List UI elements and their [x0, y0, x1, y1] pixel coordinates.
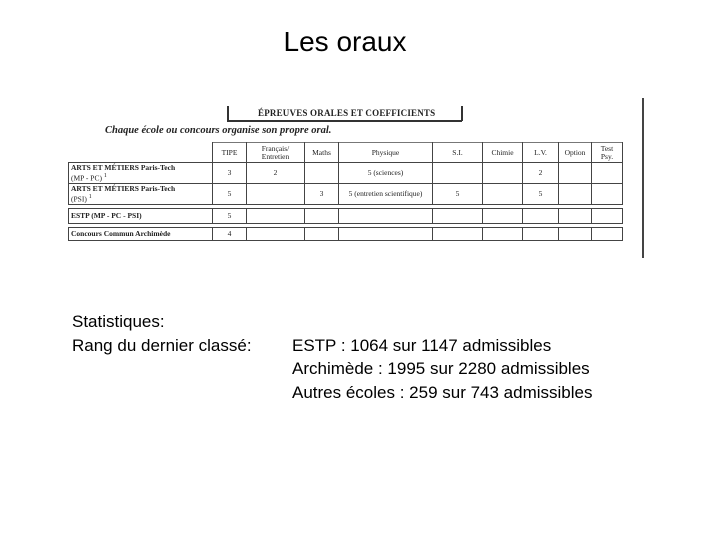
column-header: Test Psy. — [592, 143, 623, 163]
table-cell: 2 — [247, 163, 305, 184]
table-cell — [559, 163, 592, 184]
table-caption: Chaque école ou concours organise son propre oral. — [105, 125, 332, 136]
stats-heading: Statistiques: — [72, 312, 165, 331]
table-cell — [559, 184, 592, 205]
table-cell — [483, 228, 523, 241]
school-cell — [69, 184, 213, 205]
table-cell: 5 — [523, 184, 559, 205]
slide-title: Les oraux — [283, 26, 407, 57]
table-cell: 5 — [213, 209, 247, 224]
column-header: TIPE — [213, 143, 247, 163]
table-cell: 3 — [305, 184, 339, 205]
school-cell: Concours Commun Archimède — [69, 228, 213, 241]
table-cell — [559, 209, 592, 224]
table-cell — [483, 163, 523, 184]
table-cell — [339, 209, 433, 224]
stat-value: Autres écoles : 259 sur 743 admissibles — [292, 382, 593, 402]
table-cell — [247, 184, 305, 205]
table-cell — [483, 184, 523, 205]
school-cell: ESTP (MP - PC - PSI) — [69, 209, 213, 224]
scanned-coefficients-table — [68, 98, 646, 260]
table-cell: 4 — [213, 228, 247, 241]
table-cell — [305, 209, 339, 224]
table-cell — [433, 228, 483, 241]
header-rule-left — [227, 106, 229, 121]
table-cell — [305, 228, 339, 241]
table-cell — [592, 228, 623, 241]
column-header: S.I. — [433, 143, 483, 163]
stats-line — [72, 357, 593, 381]
rank-label: Rang du dernier classé: — [72, 335, 252, 355]
table-cell — [247, 209, 305, 224]
stats-line — [72, 334, 593, 358]
school-cell — [69, 163, 213, 184]
header-rule — [227, 120, 462, 122]
table-cell — [559, 228, 592, 241]
coefficients-table — [68, 142, 623, 241]
table-cell — [339, 228, 433, 241]
school-track: (PSI) $^1$ — [71, 193, 92, 204]
table-cell — [592, 163, 623, 184]
table-row — [69, 228, 623, 241]
table-cell: 5 — [433, 184, 483, 205]
column-header: Option — [559, 143, 592, 163]
table-cell — [305, 163, 339, 184]
column-header: Maths — [305, 143, 339, 163]
statistics-block — [72, 310, 593, 404]
table-row — [69, 184, 623, 205]
footnote-mark: 1 — [88, 193, 92, 200]
footnote-mark: 1 — [103, 172, 107, 179]
table-cell — [433, 209, 483, 224]
table-row — [69, 209, 623, 224]
table-cell: 3 — [213, 163, 247, 184]
table-cell: 5 — [213, 184, 247, 205]
stat-value: Archimède : 1995 sur 2280 admissibles — [292, 359, 590, 378]
table-cell: 5 (sciences) — [339, 163, 433, 184]
table-cell — [523, 209, 559, 224]
table-cell — [592, 209, 623, 224]
table-row — [69, 163, 623, 184]
section-title: ÉPREUVES ORALES ET COEFFICIENTS — [258, 108, 436, 118]
table-cell: 5 (entretien scientifique) — [339, 184, 433, 205]
table-cell — [433, 163, 483, 184]
header-rule-right — [461, 106, 463, 121]
column-header: Physique — [339, 143, 433, 163]
table-cell: 2 — [523, 163, 559, 184]
school-name: ARTS ET MÉTIERS Paris-Tech — [71, 183, 176, 193]
column-header: Français/ Entretien — [247, 143, 305, 163]
header-blank — [69, 143, 213, 163]
school-name: ARTS ET MÉTIERS Paris-Tech — [71, 162, 176, 172]
scan-edge — [642, 98, 644, 258]
column-header: Chimie — [483, 143, 523, 163]
table-cell — [483, 209, 523, 224]
stat-value: ESTP : 1064 sur 1147 admissibles — [292, 335, 552, 355]
table-cell — [247, 228, 305, 241]
table-cell — [523, 228, 559, 241]
column-header: L.V. — [523, 143, 559, 163]
table-cell — [592, 184, 623, 205]
stats-line — [72, 381, 593, 405]
school-track: (MP - PC) $^1$ — [71, 172, 107, 183]
